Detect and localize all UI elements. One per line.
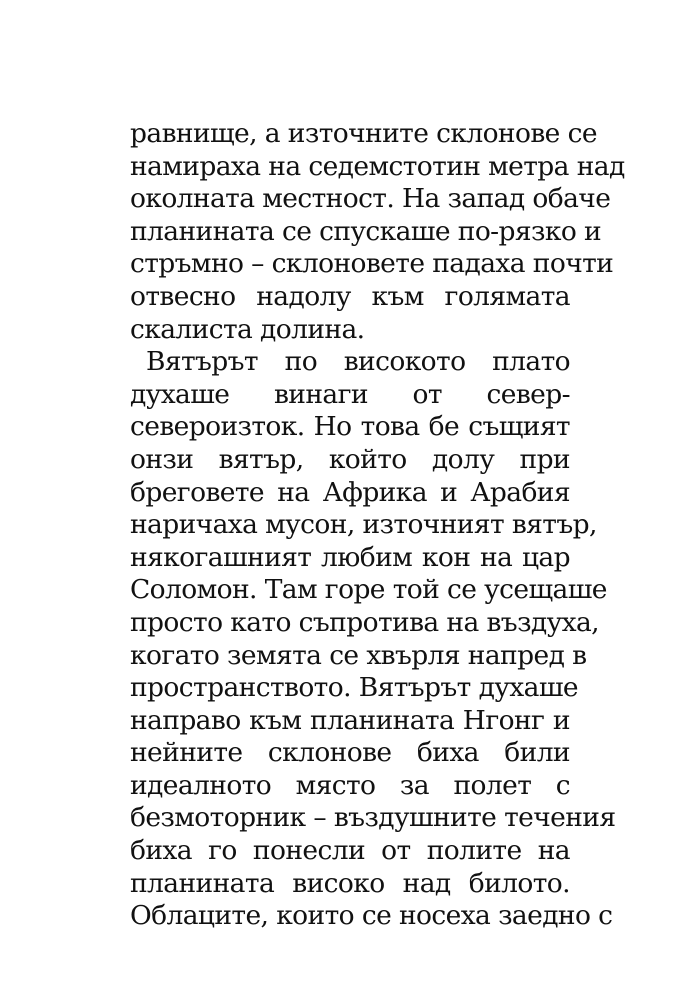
text-line: планината се спускаше по-рязко и — [130, 215, 602, 247]
text-line: стръмно – склоновете падаха почти — [130, 248, 614, 280]
text-line: Соломон. Там горе той се усещаше — [130, 574, 607, 606]
text-line: биха го понесли от полите на — [130, 835, 570, 867]
text-line: планината високо над билото. — [130, 867, 570, 899]
text-line: намираха на седемстотин метра над — [130, 150, 625, 182]
text-line: идеалното място за полет с — [130, 769, 570, 801]
text-line: нейните склонове биха били — [130, 737, 570, 769]
text-line: североизток. Но това бе същият — [130, 411, 570, 443]
text-line: скалиста долина. — [130, 313, 365, 345]
text-line: бреговете на Африка и Арабия — [130, 476, 570, 508]
text-line: отвесно надолу към голямата — [130, 280, 570, 312]
text-line: Облаците, които се носеха заедно с — [130, 900, 613, 932]
text-line: някогашният любим кон на цар — [130, 541, 570, 573]
text-line: безмоторник – въздушните течения — [130, 802, 616, 834]
text-line: равнище, а източните склонове се — [130, 118, 597, 149]
text-line: духаше винаги от север- — [130, 378, 570, 410]
text-line: пространството. Вятърът духаше — [130, 672, 578, 704]
text-line: околната местност. На запад обаче — [130, 183, 611, 215]
text-line: просто като съпротива на въздуха, — [130, 606, 600, 638]
text-line: когато земята се хвърля напред в — [130, 639, 587, 671]
text-line: Вятърът по високото плато — [146, 346, 570, 378]
text-line: направо към планината Нгонг и — [130, 704, 570, 736]
text-line: наричаха мусон, източният вятър, — [130, 509, 597, 541]
text-line: онзи вятър, който долу при — [130, 443, 570, 475]
page-text — [130, 118, 625, 933]
